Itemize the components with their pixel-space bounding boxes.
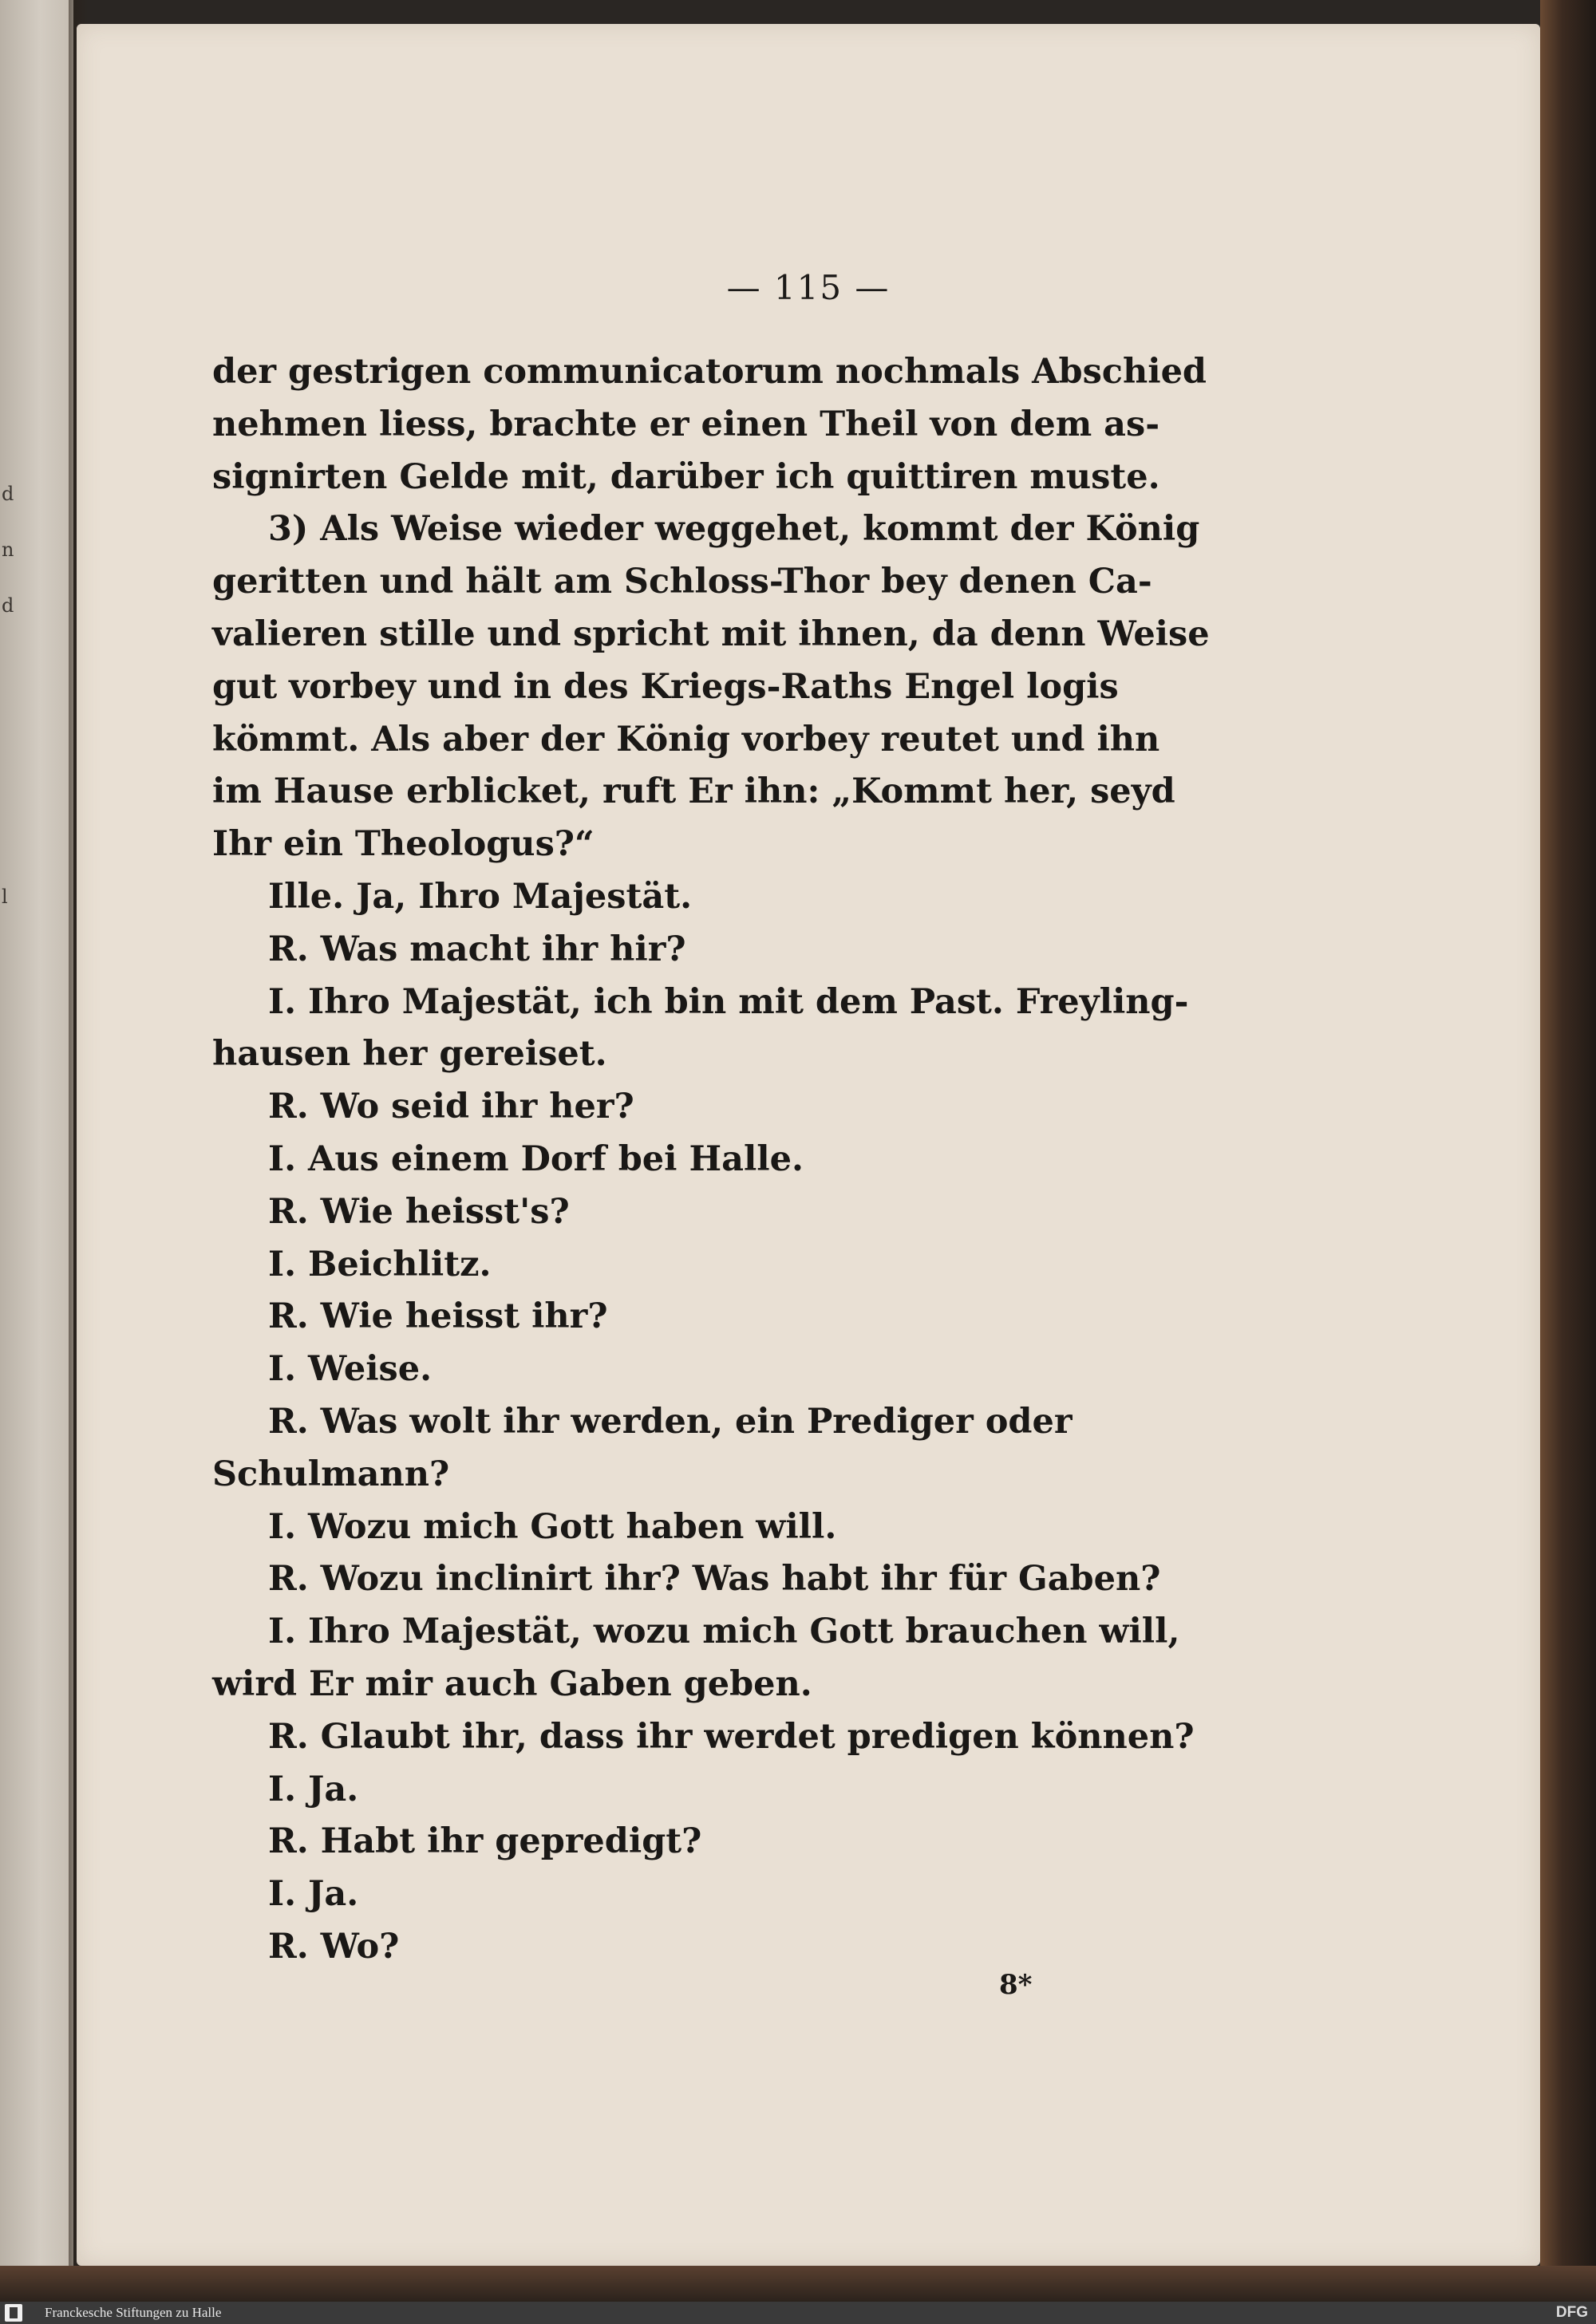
viewer-footer <box>0 2302 1596 2324</box>
signature-mark: 8* <box>999 1969 1033 2001</box>
left-page-mark: n <box>2 539 14 561</box>
book-cover-bottom <box>0 2266 1596 2302</box>
dialogue-line: I. Ihro Majestät, ich bin mit dem Past. Freyling- <box>268 981 1189 1022</box>
dialogue-line: R. Wo? <box>268 1926 400 1967</box>
text-line: valieren stille und spricht mit ihnen, da denn Weise <box>212 614 1210 654</box>
text-line: wird Er mir auch Gaben geben. <box>212 1663 812 1704</box>
institution-name: Franckesche Stiftungen zu Halle <box>45 2305 222 2320</box>
dialogue-line: R. Wozu inclinirt ihr? Was habt ihr für Gaben? <box>268 1559 1161 1600</box>
dialogue-line: I. Wozu mich Gott haben will. <box>268 1506 837 1547</box>
dialogue-line: Ille. Ja, Ihro Majestät. <box>268 876 693 917</box>
text-line: im Hause erblicket, ruft Er ihn: „Kommt her, seyd <box>212 771 1175 812</box>
left-page-mark: d <box>2 483 14 505</box>
left-page-mark: d <box>2 594 14 617</box>
text-line: kömmt. Als aber der König vorbey reutet und ihn <box>212 719 1160 760</box>
dialogue-line: I. Ihro Majestät, wozu mich Gott brauchen will, <box>268 1612 1180 1652</box>
text-line: hausen her gereiset. <box>212 1034 607 1075</box>
page-number: — 115 — <box>726 268 891 307</box>
book-cover-edge <box>1540 0 1596 2324</box>
dialogue-line: I. Weise. <box>268 1349 433 1390</box>
dialogue-line: R. Habt ihr gepredigt? <box>268 1821 702 1862</box>
page-text <box>212 346 1248 1974</box>
dialogue-line: I. Ja. <box>268 1874 359 1915</box>
text-line: geritten und hält am Schloss-Thor bey denen Ca- <box>212 562 1152 602</box>
dfg-logo: DFG <box>1555 2304 1588 2321</box>
text-line: Schulmann? <box>212 1454 450 1494</box>
text-line <box>212 346 1248 399</box>
text-line: Ihr ein Theologus?“ <box>212 824 595 865</box>
dialogue-line: I. Beichlitz. <box>268 1244 492 1284</box>
dialogue-line: I. Ja. <box>268 1769 359 1809</box>
left-page-edge <box>0 0 73 2298</box>
text-line: 3) Als Weise wieder weggehet, kommt der König <box>268 509 1200 550</box>
book-page <box>77 24 1540 2266</box>
dialogue-line: R. Wo seid ihr her? <box>268 1087 634 1127</box>
institution-logo-icon <box>5 2304 22 2322</box>
dialogue-line: R. Was wolt ihr werden, ein Prediger oder <box>268 1401 1073 1442</box>
dialogue-line: R. Glaubt ihr, dass ihr werdet predigen können? <box>268 1716 1195 1757</box>
dialogue-line: I. Aus einem Dorf bei Halle. <box>268 1138 804 1179</box>
dialogue-line: R. Was macht ihr hir? <box>268 929 686 969</box>
text-line: signirten Gelde mit, darüber ich quittiren muste. <box>212 456 1160 497</box>
text-line: gut vorbey und in des Kriegs-Raths Engel logis <box>212 666 1119 707</box>
dialogue-line: R. Wie heisst's? <box>268 1191 570 1232</box>
text-line: nehmen liess, brachte er einen Theil von dem as- <box>212 404 1160 444</box>
text-line-content: der gestrigen communicatorum nochmals Abschied <box>212 352 1207 392</box>
left-page-mark: l <box>2 886 8 908</box>
dialogue-line: R. Wie heisst ihr? <box>268 1296 608 1337</box>
